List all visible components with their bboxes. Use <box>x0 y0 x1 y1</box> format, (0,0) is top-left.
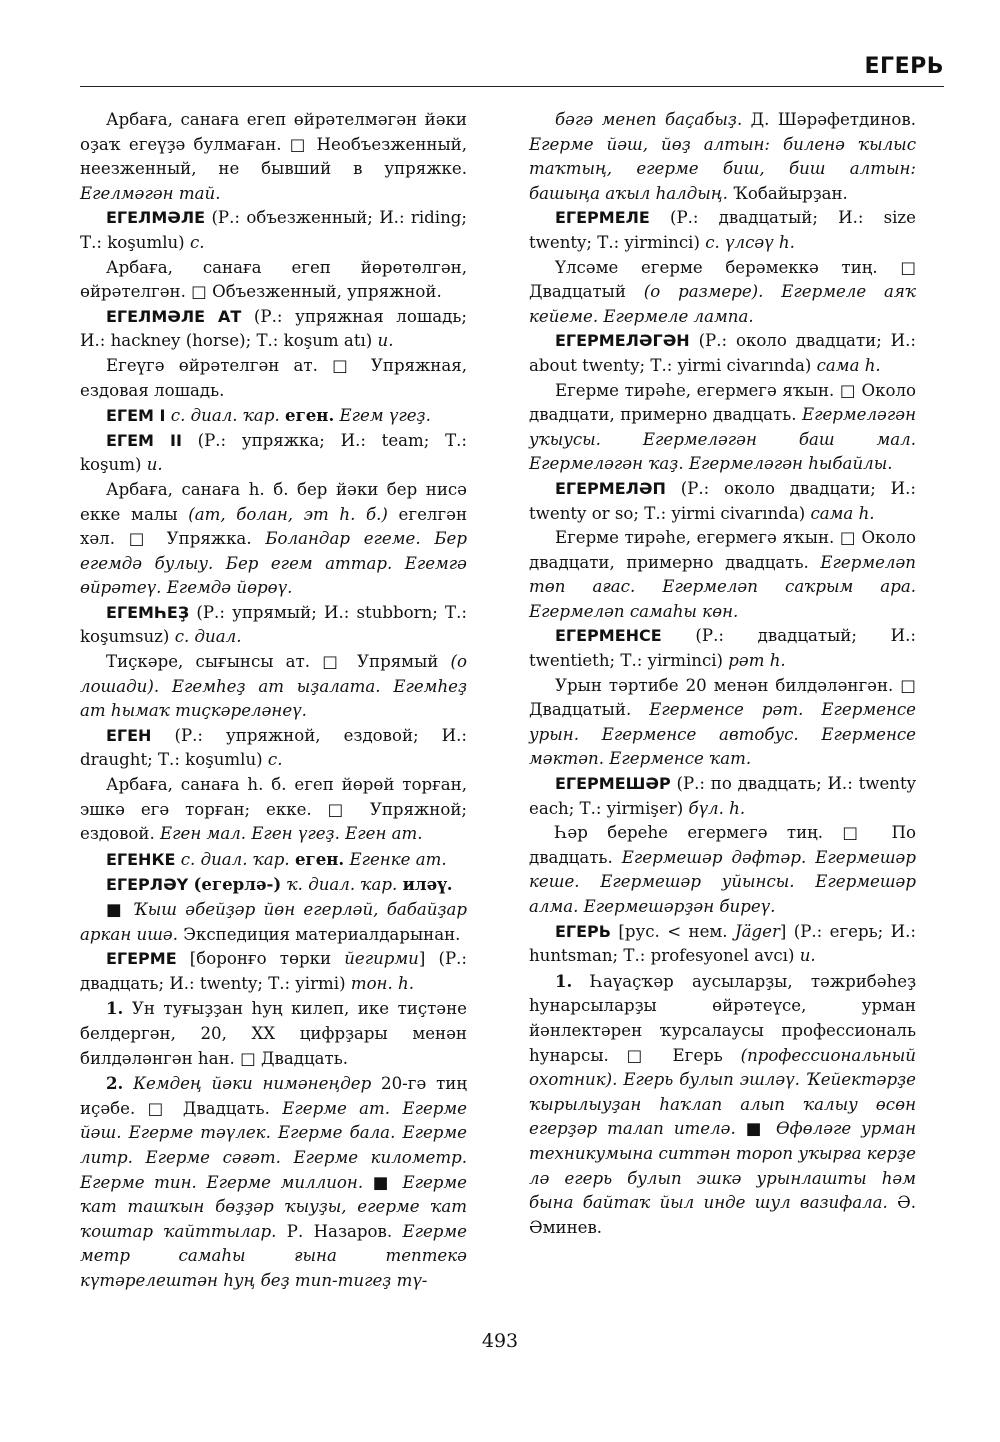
dictionary-paragraph <box>80 305 467 354</box>
italic-text: Егерме ат. Егерме йәш. Егерме тәүлек. Егерме бала. Егерме литр. Егерме сәғәт. Егерме километр. Егерме тин. Егерме миллион. <box>80 1098 467 1192</box>
headword: ЕГЕЛМӘЛЕ <box>106 208 206 228</box>
bold-text: (егерлә-) <box>193 874 282 895</box>
dictionary-paragraph <box>80 724 467 773</box>
bold-text: 1. <box>555 970 573 991</box>
italic-text: Егенке ат. <box>349 849 447 869</box>
dictionary-paragraph <box>529 256 916 330</box>
text-run: [боронғо төрки <box>176 949 345 969</box>
italic-text: Егем үгеҙ. <box>339 406 431 426</box>
text-run: Егеүгә өйрәтелгән ат. □ Упряжная, ездовая лошадь. <box>80 355 467 400</box>
bold-text: еген. <box>294 848 345 869</box>
italic-text: Егерменсе рәт. Егерменсе урын. Егерменсе автобус. Егерменсе мәктәп. Егерменсе ҡат. <box>529 700 916 769</box>
bold-text: еген. <box>285 405 335 426</box>
italic-text: бүл. һ. <box>688 798 746 818</box>
text-run: Р. Назаров. <box>276 1221 403 1241</box>
dictionary-paragraph <box>529 329 916 378</box>
italic-text: Ҡыш әбейҙәр йөн егерләй, бабайҙар аркан ишә. <box>80 900 468 944</box>
italic-text: с. диал. <box>174 627 242 647</box>
text-run: ] (Р.: егерь; И.: huntsman; Т.: profesyonel avcı) <box>529 921 916 966</box>
text-run: Ҡобайырҙан. <box>727 183 848 203</box>
italic-text: (о размере). Егермеле аяҡ кейеме. Егермеле лампа. <box>529 282 916 326</box>
text-run: Арбаға, санаға егеп йөрөтөлгән, өйрәтелгән. □ Объезженный, упряжной. <box>80 257 467 302</box>
italic-text: сама һ. <box>816 355 881 375</box>
dictionary-paragraph <box>529 674 916 772</box>
text-run: (Р.: упрямый; И.: stubborn; Т.: koşumsuz) <box>80 602 467 647</box>
italic-text: Jäger <box>734 921 780 941</box>
text-run: Егерме тирәһе, егермегә яҡын. □ Около двадцати, примерно двадцать. <box>529 380 916 425</box>
text-run: Урын тәртибе 20 менән билдәләнгән. □ Двадцатый. <box>529 675 916 720</box>
headword: ЕГЕРЬ <box>555 921 611 941</box>
text-run: ■ <box>735 1119 777 1139</box>
bold-text: иләү. <box>402 874 453 895</box>
italic-text: и. <box>377 331 394 351</box>
headword: ЕГЕРМЕ <box>106 949 177 969</box>
headword: ЕГЕМҺЕҘ <box>106 602 190 622</box>
left-column <box>80 108 467 1294</box>
dictionary-paragraph <box>80 354 467 403</box>
headword: ЕГЕРМЕЛЕ <box>555 208 650 228</box>
text-run: Экспедиция материалдарынан. <box>178 924 461 944</box>
italic-text: Егермешәр дәфтәр. Егермешәр кеше. Егермешәр уйынсы. Егермешәр алма. Егермешәрҙән биреү. <box>529 847 916 916</box>
text-run: ■ <box>106 900 133 919</box>
text-run: Д. Шәрәфетдинов. <box>742 110 916 129</box>
italic-text: с. <box>267 750 283 770</box>
italic-text: и. <box>799 946 816 966</box>
text-run: (Р.: двадцатый; И.: size twenty; Т.: yirminci) <box>529 208 916 252</box>
headword: ЕГЕРМЕНСЕ <box>555 626 662 646</box>
dictionary-paragraph <box>529 526 916 624</box>
dictionary-paragraph <box>80 206 467 255</box>
italic-text: рәт һ. <box>728 651 786 671</box>
dictionary-paragraph <box>80 898 467 947</box>
dictionary-paragraph <box>529 379 916 477</box>
italic-text: (о лошади). Егемһеҙ ат ыҙалата. Егемһеҙ ат һымаҡ тиҫкәреләнеү. <box>80 652 467 721</box>
right-column <box>529 108 916 1240</box>
italic-text: Кемдең йәки нимәнеңдер <box>133 1074 372 1094</box>
text-run: егелгән хәл. □ Упряжка. <box>80 504 468 549</box>
italic-text: йегирми <box>344 949 419 969</box>
text-run: Тиҫкәре, сығынсы ат. □ Упрямый <box>106 652 451 672</box>
dictionary-paragraph <box>80 773 467 847</box>
italic-text: Егерме йәш, йөҙ алтын: биленә ҡылыс таҡтың, егерме биш, биш алтын: башыңа аҡыл һалдың. <box>529 134 916 203</box>
italic-text: с. үлсәү һ. <box>705 232 795 252</box>
text-run: (Р.: около двадцати; И.: twenty or so; Т.: yirmi civarında) <box>529 478 916 523</box>
bold-text: 2. <box>106 1073 124 1094</box>
dictionary-paragraph <box>80 601 467 650</box>
text-run: (Р.: упряжная лошадь; И.: hackney (horse); Т.: koşum atı) <box>80 306 467 351</box>
headword: ЕГЕРМЕЛӘП <box>555 478 666 498</box>
italic-text: Егермеләгән уҡыусы. Егермеләгән баш мал. Егермеләгән ҡаҙ. Егермеләгән һыбайлы. <box>529 405 916 474</box>
dictionary-paragraph <box>529 108 916 206</box>
headword: ЕГЕРМЕШӘР <box>555 774 671 794</box>
dictionary-paragraph <box>529 969 916 1241</box>
dictionary-paragraph <box>529 624 916 673</box>
italic-text: Егермеләп төп ағас. Егермеләп саҡрым ара. Егермеләп самаһы көн. <box>529 552 916 621</box>
dictionary-paragraph <box>80 872 467 898</box>
italic-text: Егелмәгән тай. <box>80 183 221 203</box>
italic-text: (профессиональный охотник). Егерь булып эшләү. Ҡейектәрҙе ҡырылыуҙан һаҡлап алып ҡалыу өсөн егерҙәр талап ителә. <box>529 1045 916 1139</box>
italic-text: Боландар егеме. Бер егемдә булыу. Бер егем аттар. Егемгә өйрәтеү. Егемдә йөрөү. <box>80 529 467 598</box>
headword: ЕГЕРЛӘҮ <box>106 875 189 895</box>
text-run: Ун туғыҙҙан һуң килеп, ике тиҫтәне белдергән, 20, XX цифрҙары менән билдәләнгән һан. □ Двадцать. <box>80 999 467 1068</box>
headword: ЕГЕН <box>106 725 152 745</box>
text-run: Һаүаҫҡәр аусыларҙы, тәжрибәһеҙ һунарсыларҙы өйрәтеүсе, урман йәнлектәрен ҡурсалаусы профессиональ һунарсы. □ Егерь <box>529 971 916 1065</box>
italic-text: сама һ. <box>810 503 875 523</box>
italic-text: с. <box>189 232 205 252</box>
header-rule <box>80 86 944 87</box>
dictionary-paragraph <box>80 1071 467 1293</box>
italic-text: ҡ. диал. ҡар. <box>286 875 398 895</box>
dictionary-paragraph <box>80 108 467 206</box>
italic-text: и. <box>146 455 163 475</box>
headword: ЕГЕРМЕЛӘГӘН <box>555 331 690 351</box>
text-run: Һәр береһе егермегә тиң. □ По двадцать. <box>529 823 916 867</box>
dictionary-paragraph <box>529 772 916 821</box>
dictionary-paragraph <box>80 256 467 305</box>
text-run: Егерме тирәһе, егермегә яҡын. □ Около двадцати, примерно двадцать. <box>529 528 916 572</box>
dictionary-paragraph <box>529 920 916 969</box>
text-run: (Р.: двадцатый; И.: twentieth; Т.: yirminci) <box>529 626 916 671</box>
text-run: (Р.: около двадцати; И.: about twenty; Т.: yirmi civarında) <box>529 331 916 375</box>
text-run: (Р.: объезженный; И.: riding; Т.: koşumlu) <box>80 208 467 252</box>
headword: ЕГЕНКЕ <box>106 849 176 869</box>
text-run: Үлсәме егерме берәмеккә тиң. □ Двадцатый <box>529 257 916 302</box>
dictionary-paragraph <box>80 847 467 873</box>
dictionary-paragraph <box>80 478 467 601</box>
text-run: (Р.: упряжной, ездовой; И.: draught; Т.: koşumlu) <box>80 725 467 770</box>
dictionary-paragraph <box>80 429 467 478</box>
dictionary-paragraph <box>80 403 467 429</box>
dictionary-paragraph <box>529 206 916 255</box>
dictionary-paragraph <box>80 996 467 1071</box>
headword: ЕГЕМ II <box>106 430 182 450</box>
text-run: ] (Р.: двадцать; И.: twenty; Т.: yirmi) <box>80 949 467 993</box>
text-run: (Р.: упряжка; И.: team; Т.: koşum) <box>80 430 468 475</box>
italic-text: тон. һ. <box>350 973 414 993</box>
text-run: Арбаға, санаға егеп өйрәтелмәгән йәки оҙаҡ егеүҙә булмаған. □ Необъезженный, неезженный, не бывший в упряжке. <box>80 110 467 179</box>
page-header-guide-word: ЕГЕРЬ <box>864 54 944 79</box>
italic-text: Еген мал. Еген үгеҙ. Еген ат. <box>160 824 423 844</box>
page-number: 493 <box>481 1330 519 1352</box>
italic-text: Егерме ҡат ташҡын бөҙҙәр ҡыуҙы, егерме ҡат ҡоштар ҡайттылар. <box>80 1172 467 1241</box>
italic-text: бәгә менеп баҫабыҙ. <box>555 110 743 129</box>
dictionary-paragraph <box>529 821 916 919</box>
italic-text: Егерме метр самаһы ғына тептекә күтәрелештән һуң беҙ тип-тигеҙ тү- <box>80 1221 467 1290</box>
text-run: [рус. < нем. <box>610 921 735 941</box>
italic-text: с. диал. ҡар. <box>180 849 290 869</box>
headword: ЕГЕМ I <box>106 406 166 426</box>
text-run: ■ <box>363 1172 403 1192</box>
dictionary-paragraph <box>80 650 467 724</box>
italic-text: Өфөләге урман техникумына ситтән тороп уҡырға керҙе лә егерь булып эшкә урынлашты һәм бына байтаҡ йыл инде шул вазифала. <box>529 1119 917 1213</box>
italic-text: с. диал. ҡар. <box>170 406 280 426</box>
dictionary-paragraph <box>80 947 467 996</box>
text-run: (Р.: по двадцать; И.: twenty each; Т.: yirmişer) <box>529 774 916 818</box>
text-run: 20-гә тиң иҫәбе. □ Двадцать. <box>80 1074 467 1118</box>
text-run: Ә. Әминев. <box>529 1193 917 1237</box>
text-run <box>123 1074 133 1093</box>
italic-text: (ат, болан, эт һ. б.) <box>188 504 388 524</box>
dictionary-paragraph <box>529 477 916 526</box>
text-run: Арбаға, санаға һ. б. бер йәки бер нисә екке малы <box>80 479 467 524</box>
bold-text: 1. <box>106 998 124 1019</box>
text-run: Арбаға, санаға һ. б. егеп йөрөй торған, эшкә егә торған; екке. □ Упряжной; ездовой. <box>80 775 467 844</box>
headword: ЕГЕЛМӘЛЕ АТ <box>106 306 242 326</box>
